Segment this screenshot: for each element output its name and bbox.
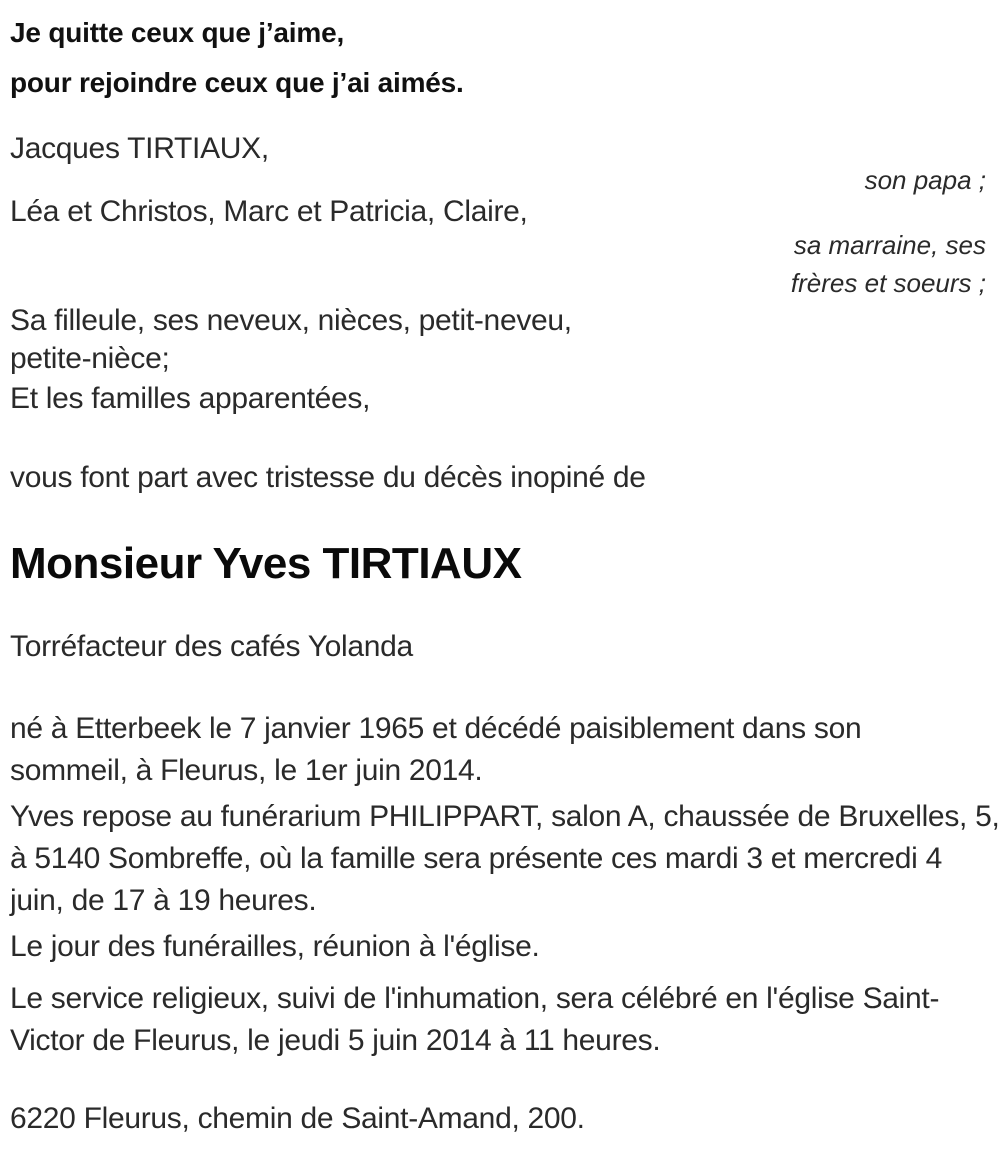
life-dates-line-2: sommeil, à Fleurus, le 1er juin 2014.: [10, 754, 483, 787]
life-dates-line-1: né à Etterbeek le 7 janvier 1965 et décédé paisiblement dans son: [10, 712, 862, 745]
repose-line-3: juin, de 17 à 19 heures.: [10, 884, 317, 917]
epigraph: [10, 8, 986, 108]
siblings-relation-line-2: frères et soeurs ;: [790, 268, 986, 298]
other-relatives-line-1: Sa filleule, ses neveux, nièces, petit-neveu,: [10, 304, 572, 337]
repose-line-2: à 5140 Sombreffe, où la famille sera présente ces mardi 3 et mercredi 4: [10, 842, 942, 875]
epigraph-line-2: pour rejoindre ceux que j’ai aimés.: [10, 67, 464, 98]
deceased-profession: Torréfacteur des cafés Yolanda: [10, 630, 413, 663]
siblings-names: Léa et Christos, Marc et Patricia, Claire,: [10, 195, 528, 228]
announcement-intro: vous font part avec tristesse du décès inopiné de: [10, 461, 646, 494]
other-relatives-line-2: petite-nièce;: [10, 342, 170, 375]
page-title-deceased-name: Monsieur Yves TIRTIAUX: [10, 539, 522, 588]
life-dates-paragraph: [10, 708, 986, 792]
funeral-address: 6220 Fleurus, chemin de Saint-Amand, 200.: [10, 1102, 585, 1135]
father-relation: son papa ;: [864, 165, 986, 195]
funeral-meeting: Le jour des funérailles, réunion à l'église.: [10, 930, 540, 963]
service-line-1: Le service religieux, suivi de l'inhumation, sera célébré en l'église Saint-: [10, 982, 940, 1015]
epigraph-line-1: Je quitte ceux que j’aime,: [10, 17, 345, 48]
father-name: Jacques TIRTIAUX,: [10, 132, 269, 165]
repose-line-1: Yves repose au funérarium PHILIPPART, salon A, chaussée de Bruxelles, 5,: [10, 800, 1000, 833]
family-section: [10, 134, 986, 419]
service-paragraph: [10, 978, 986, 1062]
siblings-relation-line-1: sa marraine, ses: [793, 230, 986, 260]
repose-paragraph: [10, 796, 1000, 922]
other-relatives-line-3: Et les familles apparentées,: [10, 382, 371, 415]
service-line-2: Victor de Fleurus, le jeudi 5 juin 2014 à 11 heures.: [10, 1024, 661, 1057]
